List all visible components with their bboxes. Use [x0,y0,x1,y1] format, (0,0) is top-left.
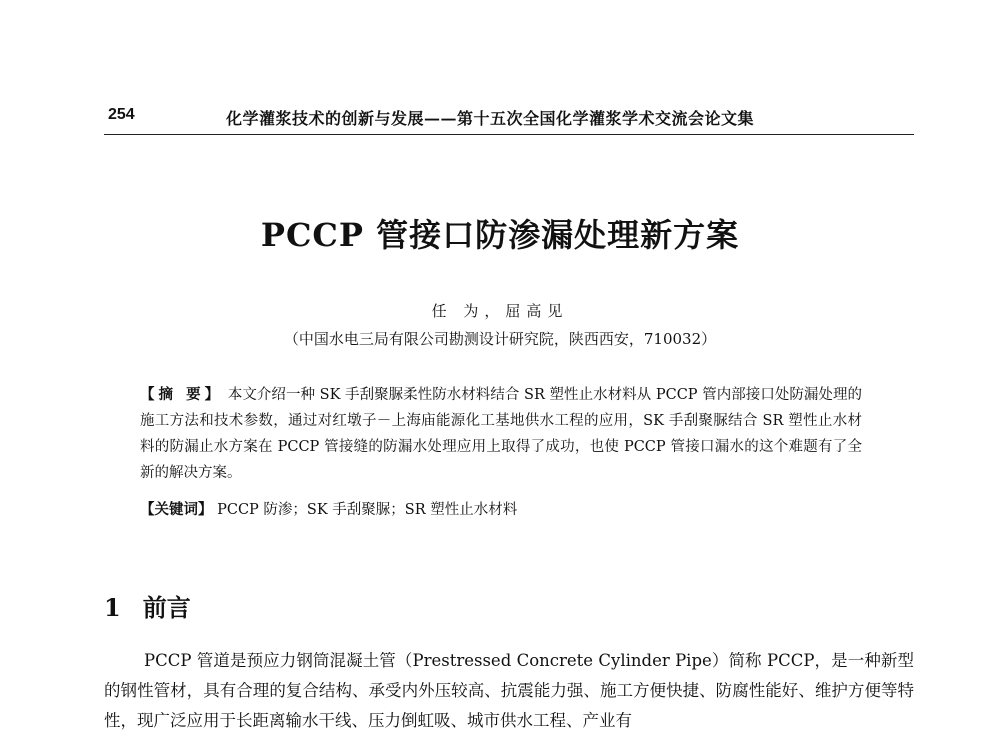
abstract [140,382,862,486]
page-number: 254 [108,106,135,123]
running-header [104,104,914,135]
keywords-text: PCCP 防渗；SK 手刮聚脲；SR 塑性止水材料 [217,502,518,518]
body-paragraph: PCCP 管道是预应力钢筒混凝土管（Prestressed Concrete Cylinder Pipe）简称 PCCP，是一种新型的钢性管材，具有合理的复合结构、承受内外压较高、抗震能力强、施工方便快捷、防腐性能好、维护方便等特性，现广泛应用于长距离输水干线、压力倒虹吸、城市供水工程、产业有 [104,651,914,730]
keywords [140,498,862,522]
abstract-text: 本文介绍一种 SK 手刮聚脲柔性防水材料结合 SR 塑性止水材料从 PCCP 管内部接口处防漏处理的施工方法和技术参数，通过对红墩子－上海庙能源化工基地供水工程的应用，SK 手刮聚脲结合 SR 塑性止水材料的防漏止水方案在 PCCP 管接缝的防漏水处理应用上取得了成功，也使 PCCP 管接口漏水的这个难题有了全新的解决方案。 [140,387,862,481]
section-heading [104,588,191,623]
section-number: 1 [104,593,121,622]
paper-authors: 任 为，屈高见 [431,302,569,320]
keywords-label: 【关键词】 [140,501,213,518]
paper-affiliation: （中国水电三局有限公司勘测设计研究院，陕西西安，710032） [283,330,717,348]
section-title: 前言 [142,593,191,622]
abstract-label: 【摘 要】 [140,386,224,403]
paper-title: PCCP 管接口防渗漏处理新方案 [260,216,740,254]
journal-title: 化学灌浆技术的创新与发展——第十五次全国化学灌浆学术交流会论文集 [226,109,755,128]
